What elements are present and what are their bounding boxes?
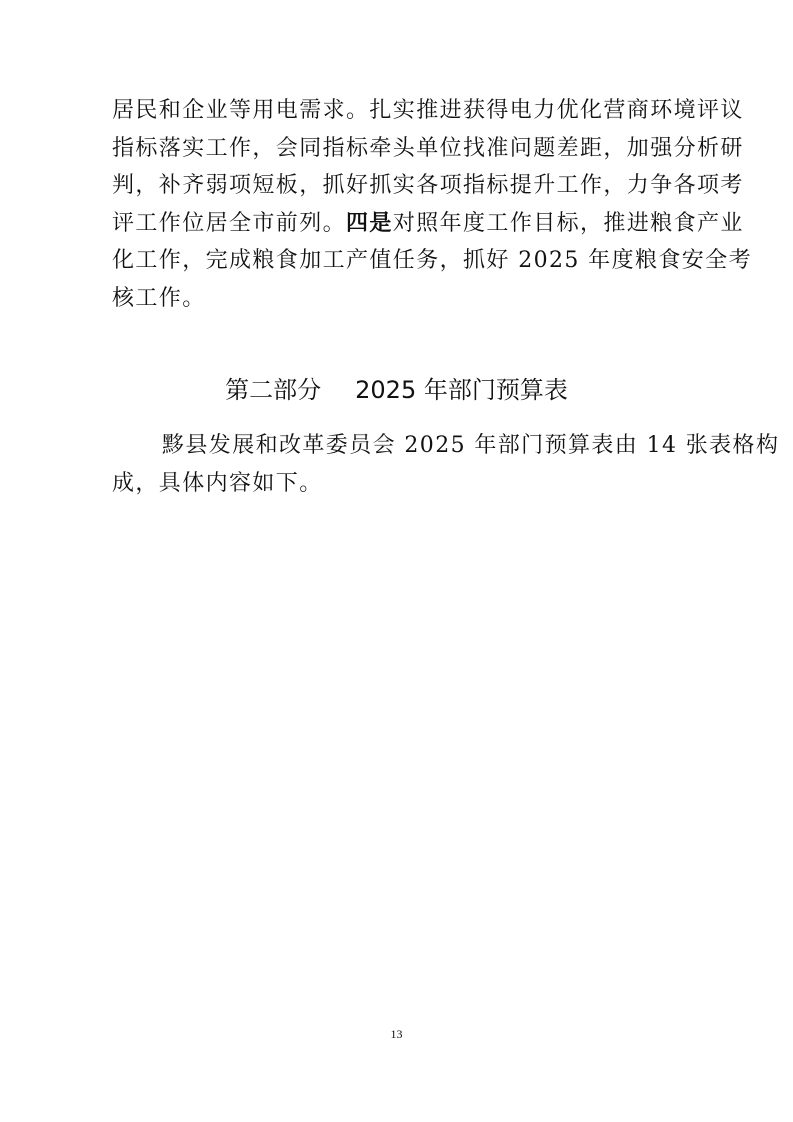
paragraph-line: 成，具体内容如下。 bbox=[112, 470, 323, 496]
page-number: 13 bbox=[390, 1027, 403, 1041]
paragraph-line bbox=[112, 205, 744, 243]
paragraph-text: 对照年度工作目标，推进粮食产业 bbox=[392, 210, 744, 236]
section-part-label: 第二部分 bbox=[225, 376, 322, 404]
section-heading bbox=[0, 370, 793, 405]
paragraph-text: 评工作位居全市前列。 bbox=[112, 210, 347, 236]
body-paragraph-2 bbox=[112, 427, 780, 502]
bold-lead-phrase: 四是 bbox=[346, 210, 393, 236]
paragraph-text: 黟县发展和改革委员会 2025 年部门预算表由 14 张表格构 bbox=[162, 433, 780, 458]
paragraph-line: 判，补齐弱项短板，抓好抓实各项指标提升工作，力争各项考 bbox=[112, 173, 744, 198]
paragraph-line: 居民和企业等用电需求。扎实推进获得电力优化营商环境评议 bbox=[112, 98, 744, 123]
section-title-text: 2025 年部门预算表 bbox=[355, 376, 568, 404]
paragraph-line bbox=[112, 427, 780, 465]
paragraph-line: 指标落实工作，会同指标牵头单位找准问题差距，加强分析研 bbox=[112, 135, 744, 161]
paragraph-line: 核工作。 bbox=[112, 285, 206, 311]
paragraph-line: 化工作，完成粮食加工产值任务，抓好 2025 年度粮食安全考 bbox=[112, 248, 752, 273]
body-paragraph-1 bbox=[112, 92, 752, 317]
